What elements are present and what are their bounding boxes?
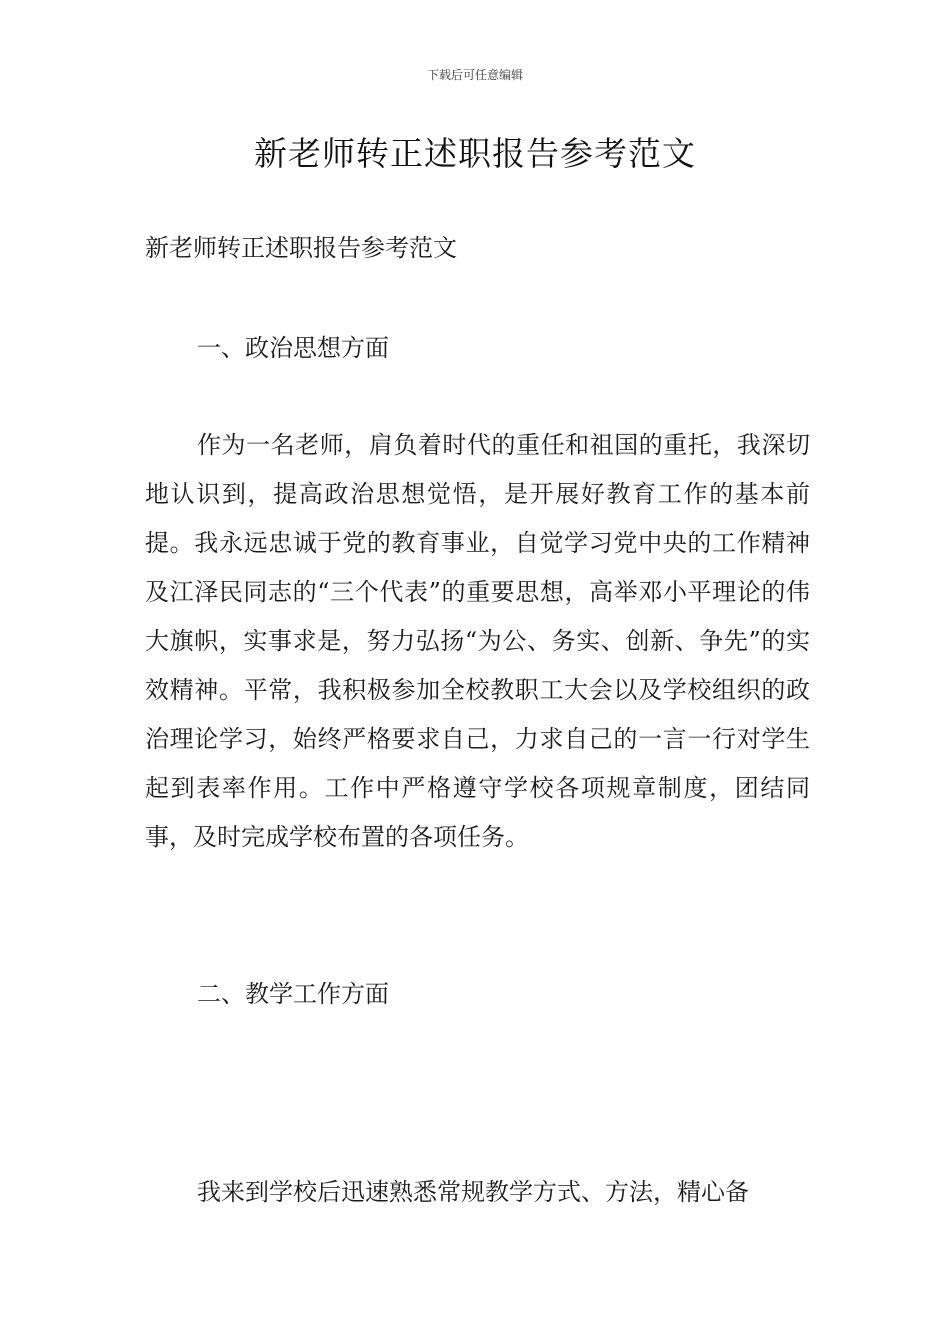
section-heading-teaching: 二、教学工作方面 xyxy=(197,980,389,1008)
header-note: 下载后可任意编辑 xyxy=(426,68,523,82)
section-heading-political: 一、政治思想方面 xyxy=(197,334,389,362)
document-title: 新老师转正述职报告参考范文 xyxy=(254,134,696,173)
section-paragraph-political: 作为一名老师，肩负着时代的重任和祖国的重托，我深切地认识到，提高政治思想觉悟，是开展好教育工作的基本前提。我永远忠诚于党的教育事业，自觉学习党中央的工作精神及江泽民同志的“三个代表”的重要思想，高举邓小平理论的伟大旗帜，实事求是，努力弘扬“为公、务实、创新、争先”的实效精神。平常，我积极参加全校教职工大会以及学校组织的政治理论学习，始终严格要求自己，力求自己的一言一行对学生起到表率作用。工作中严格遵守学校各项规章制度，团结同事，及时完成学校布置的各项任务。 xyxy=(145,431,810,851)
document-subtitle: 新老师转正述职报告参考范文 xyxy=(145,234,457,262)
section-paragraph-teaching: 我来到学校后迅速熟悉常规教学方式、方法，精心备 xyxy=(197,1178,749,1206)
